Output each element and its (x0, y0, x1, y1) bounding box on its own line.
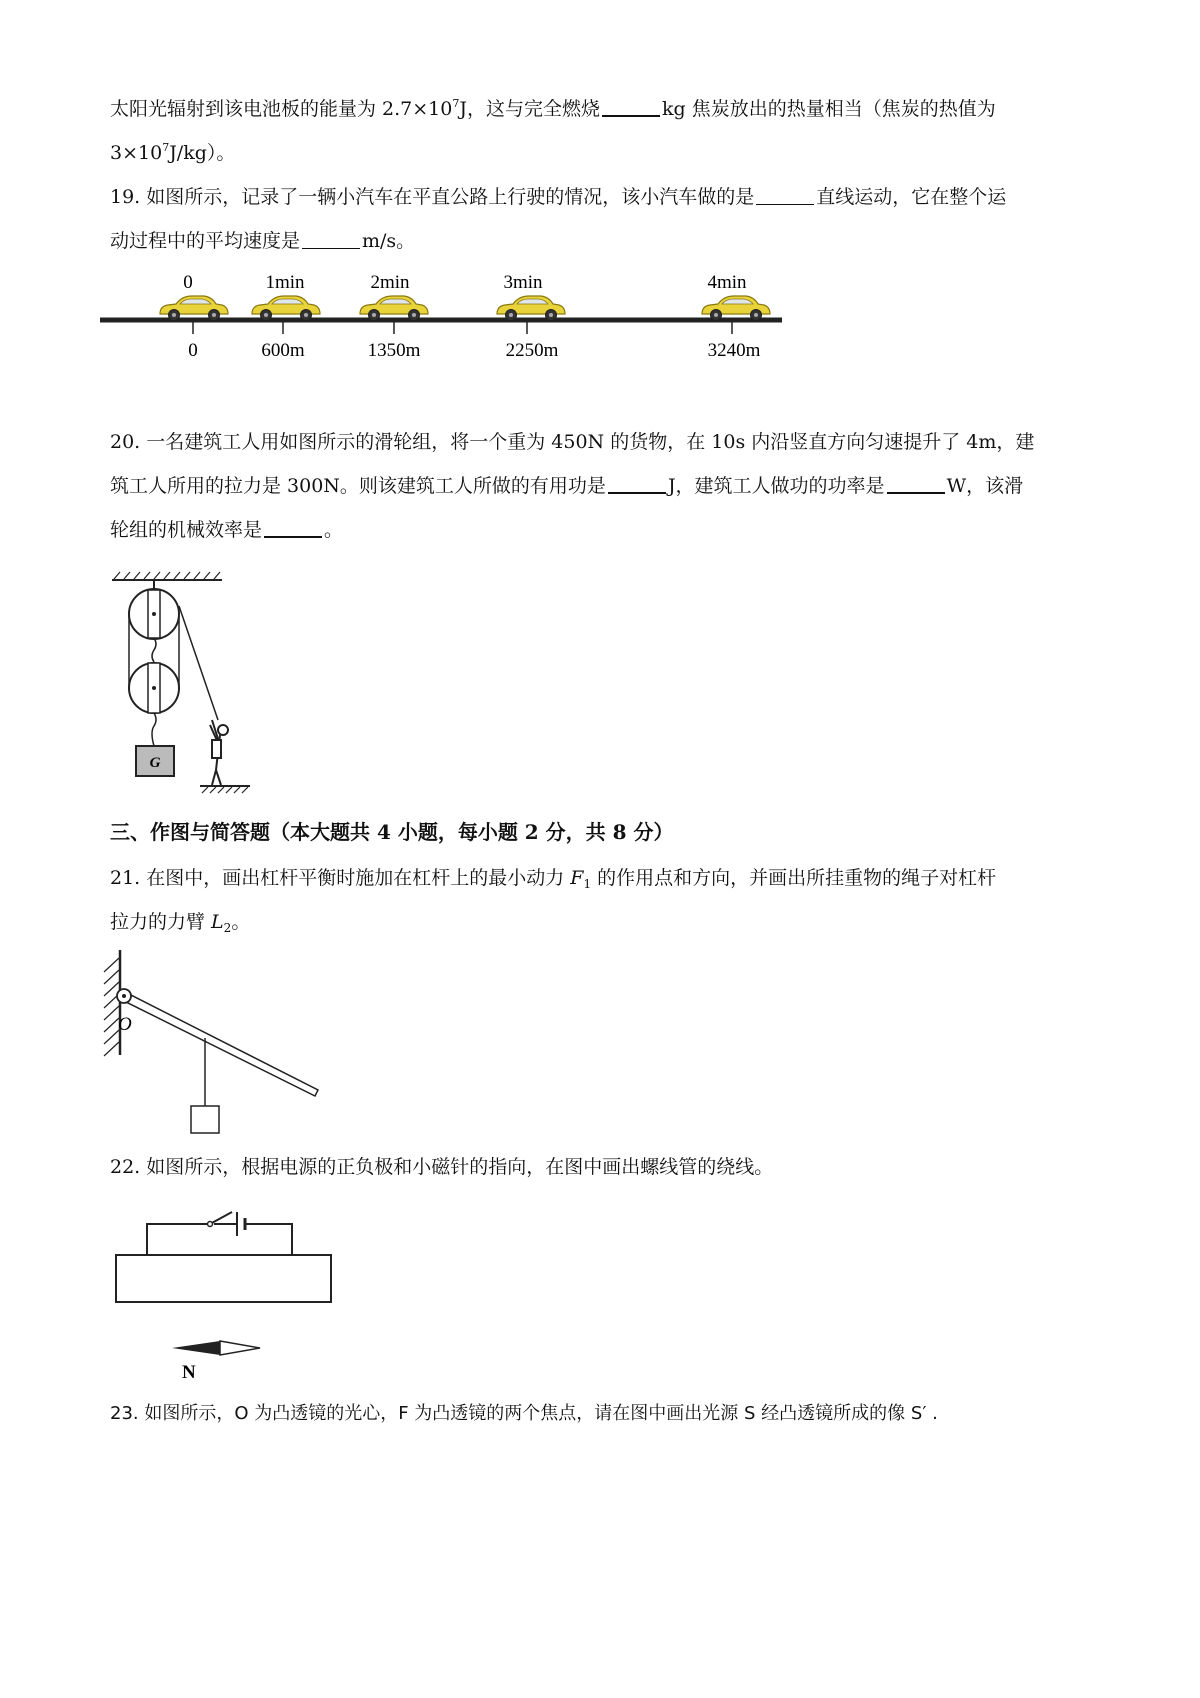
q22-text: 22. 如图所示，根据电源的正负极和小磁针的指向，在图中画出螺线管的绕线。 (110, 1156, 774, 1178)
q18-text: 3×10 (110, 142, 163, 164)
q20-text: 。 (324, 519, 344, 541)
distance-label-1: 600m (261, 340, 305, 361)
q18-text: J，这与完全燃烧 (459, 98, 600, 120)
q20-line-2 (110, 474, 1100, 498)
q21-line-1 (110, 866, 1100, 890)
time-label-2: 2min (370, 272, 410, 293)
solenoid-core (116, 1255, 331, 1302)
subscript: 2 (223, 921, 232, 935)
car-icon (360, 296, 428, 321)
q19-line-1 (110, 185, 1100, 209)
q20-text: W，该滑 (946, 475, 1024, 497)
car-motion-figure (100, 262, 800, 372)
car-icon (702, 296, 770, 321)
switch-lever (210, 1212, 232, 1224)
wall-hatch (104, 958, 119, 1056)
q21-text: 拉力的力臂 (110, 911, 212, 933)
q19-text: 19. 如图所示，记录了一辆小汽车在平直公路上行驶的情况，该小汽车做的是 (110, 186, 755, 208)
pivot-label: O (118, 1014, 132, 1035)
q20-text: 20. 一名建筑工人用如图所示的滑轮组，将一个重为 450N 的货物，在 10s 内沿竖直方向匀速提升了 4m，建 (110, 431, 1035, 453)
pull-rope (179, 606, 218, 720)
q20-line-3 (110, 518, 1100, 542)
lever-bar (122, 992, 318, 1096)
time-label-1: 1min (265, 272, 305, 293)
q22-line-1 (110, 1155, 1100, 1179)
time-label-4: 4min (707, 272, 747, 293)
q20-line-1 (110, 430, 1100, 454)
car-icon (160, 296, 228, 321)
wire (245, 1224, 292, 1255)
q19-text: 动过程中的平均速度是 (110, 230, 301, 252)
distance-label-2: 1350m (367, 340, 421, 361)
section-heading: 三、作图与简答题（本大题共 4 小题，每小题 2 分，共 8 分） (110, 820, 674, 844)
q18-text: kg 焦炭放出的热量相当（焦炭的热值为 (661, 98, 996, 120)
arm-symbol: L (211, 911, 224, 933)
force-symbol: F (570, 867, 584, 889)
q20-text: J，建筑工人做功的功率是 (667, 475, 885, 497)
q20-text: 筑工人所用的拉力是 300N。则该建筑工人所做的有用功是 (110, 475, 606, 497)
q18-line-2 (110, 141, 1100, 165)
hanging-weight (191, 1106, 219, 1133)
distance-label-0: 0 (188, 340, 198, 361)
answer-blank[interactable] (302, 230, 360, 249)
exponent: 7 (452, 97, 460, 110)
car-icon (252, 296, 320, 321)
q18-text: J/kg）。 (169, 142, 236, 164)
weight-label: G (149, 755, 161, 771)
subscript: 1 (583, 877, 592, 891)
q19-line-2 (110, 229, 1100, 253)
q18-text: 太阳光辐射到该电池板的能量为 2.7×10 (110, 98, 453, 120)
answer-blank[interactable] (608, 474, 666, 494)
time-label-3: 3min (503, 272, 543, 293)
car-icon (497, 296, 565, 321)
switch-contact (208, 1222, 213, 1227)
q23-line-1 (110, 1402, 1100, 1426)
exponent: 7 (162, 141, 170, 154)
worker-figure (210, 720, 228, 785)
answer-blank[interactable] (887, 474, 945, 494)
solenoid-figure (110, 1200, 340, 1385)
q19-text: m/s。 (362, 230, 416, 252)
q21-line-2 (110, 910, 1100, 934)
q19-text: 直线运动，它在整个运 (816, 186, 1007, 208)
q21-text: 。 (231, 911, 251, 933)
lever-figure (100, 950, 340, 1140)
q21-text: 21. 在图中，画出杠杆平衡时施加在杠杆上的最小动力 (110, 867, 571, 889)
distance-label-3: 2250m (505, 340, 559, 361)
q18-line-1 (110, 97, 1100, 121)
distance-label-4: 3240m (707, 340, 761, 361)
answer-blank[interactable] (756, 186, 814, 205)
q23-text: 23. 如图所示，O 为凸透镜的光心，F 为凸透镜的两个焦点，请在图中画出光源 S 经凸透镜所成的像 S′ . (110, 1403, 938, 1424)
answer-blank[interactable] (602, 97, 660, 117)
answer-blank[interactable] (264, 518, 322, 538)
wire (147, 1224, 210, 1255)
q20-text: 轮组的机械效率是 (110, 519, 263, 541)
needle-label: N (182, 1362, 196, 1383)
q21-text: 的作用点和方向，并画出所挂重物的绳子对杠杆 (591, 867, 997, 889)
ceiling-hatch (114, 572, 220, 579)
hook (152, 638, 156, 662)
pulley-figure (100, 570, 260, 805)
needle-north (172, 1341, 220, 1355)
time-label-0: 0 (183, 272, 193, 293)
needle-south (220, 1341, 260, 1355)
